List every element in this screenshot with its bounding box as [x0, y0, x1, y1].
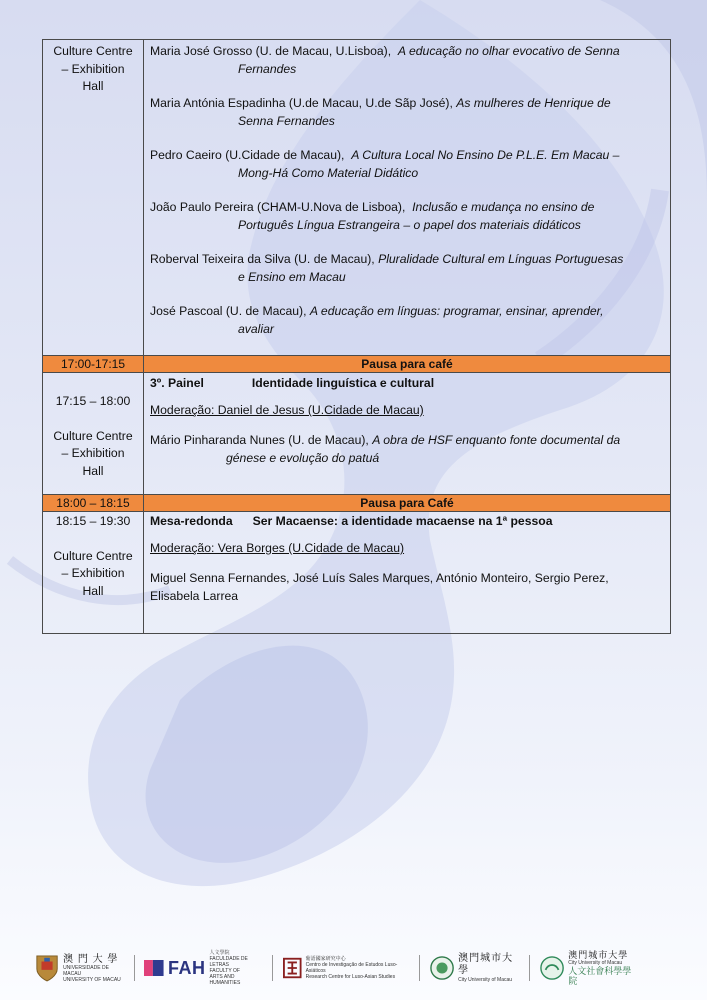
session-time: 18:15 – 19:30	[55, 514, 131, 528]
presentation-title: A obra de HSF enquanto fonte documental da	[372, 433, 621, 447]
venue-line: – Exhibition	[61, 446, 125, 460]
presentation-item	[150, 199, 664, 234]
fah-wordmark: FAH	[168, 957, 206, 978]
venue-line: Hall	[82, 79, 104, 93]
cityu2-cn: 澳門城市大學	[568, 950, 629, 960]
venue-line: Culture Centre	[53, 428, 133, 443]
presentation-author: Roberval Teixeira da Silva (U. de Macau),	[150, 252, 375, 266]
logo-divider	[529, 955, 530, 981]
fah-line: ARTS AND HUMANITIES	[209, 974, 241, 986]
venue-cell	[43, 40, 144, 356]
moderation: Moderação: Vera Borges (U.Cidade de Macau)	[150, 541, 405, 555]
logo-divider	[134, 955, 135, 981]
presentation-title-cont: Senna Fernandes	[238, 113, 335, 128]
presentation-title: Pluralidade Cultural em Línguas Portuguesas	[378, 252, 624, 266]
logo-divider	[419, 955, 420, 981]
participants-line: Miguel Senna Fernandes, José Luís Sales Marques, António Monteiro, Sergio Perez,	[150, 571, 609, 585]
presentation-title: A educação em línguas: programar, ensinar, aprender,	[309, 304, 604, 318]
cityu2-en: City University of Macau	[568, 960, 623, 966]
presentation-title-cont: Mong-Há Como Material Didático	[238, 165, 419, 180]
cepl-line: Centro de Investigação de Estudos Luso-Asiáticos	[305, 962, 398, 974]
logo-divider	[272, 955, 273, 981]
cityu-cn: 澳門城市大學	[458, 953, 514, 976]
presentation-title: A educação no olhar evocativo de Senna	[397, 44, 620, 58]
schedule-row-panel-3	[43, 373, 671, 495]
presentation-item	[150, 95, 664, 130]
round-table-cell	[144, 512, 671, 634]
cepl-logo	[283, 956, 409, 980]
panel-cell	[144, 373, 671, 495]
fah-cn: 人文學院	[209, 950, 230, 956]
session-time: 17:15 – 18:00	[55, 394, 131, 408]
presentations-cell	[144, 40, 671, 356]
venue-line: – Exhibition	[61, 566, 125, 580]
presentation-author: Maria Antónia Espadinha (U.de Macau, U.de Sãp José),	[150, 96, 453, 110]
round-table-heading	[150, 513, 664, 530]
presentation-author: Mário Pinharanda Nunes (U. de Macau),	[150, 433, 369, 447]
session-title: Ser Macaense: a identidade macaense na 1ª pessoa	[252, 514, 553, 528]
cityu-faculty-seal-icon	[540, 955, 564, 981]
schedule-row-round-table	[43, 512, 671, 634]
fah-logo	[144, 950, 262, 986]
panel-heading	[150, 375, 664, 392]
um-pt-name: UNIVERSIDADE DE MACAU	[63, 964, 109, 977]
venue-line: Hall	[82, 463, 104, 478]
cepl-line: Research Centre for Luso-Asian Studies	[305, 974, 396, 980]
presentation-item	[150, 43, 664, 78]
cityu2-faculty: 人文社會科學學院	[568, 966, 632, 986]
university-of-macau-logo	[35, 953, 124, 983]
presentation-item	[150, 147, 664, 182]
fah-mark-icon	[144, 959, 164, 977]
presentation-author: Maria José Grosso (U. de Macau, U.Lisboa),	[150, 44, 392, 58]
break-time: 18:00 – 18:15	[43, 495, 144, 512]
footer-logos	[35, 948, 635, 988]
presentation-title-cont: avaliar	[238, 321, 274, 336]
time-venue-cell	[43, 512, 144, 634]
city-university-logo	[430, 953, 519, 983]
presentation-item	[150, 303, 664, 338]
cepl-mark-icon	[283, 957, 302, 979]
um-cn-name: 澳 門 大 學	[63, 953, 119, 965]
moderation: Moderação: Daniel de Jesus (U.Cidade de Macau)	[150, 403, 424, 417]
break-label: Pausa para café	[144, 356, 671, 373]
cityu-seal-icon	[430, 955, 454, 981]
presentation-title-cont: Português Língua Estrangeira – o papel dos materiais didáticos	[238, 217, 581, 232]
presentation-title: Inclusão e mudança no ensino de	[412, 200, 595, 214]
participants	[150, 570, 664, 605]
city-university-faculty-logo	[540, 950, 635, 986]
cityu-en: City University of Macau	[458, 977, 513, 983]
presentation-item	[150, 251, 664, 286]
venue-line: Hall	[82, 583, 104, 598]
venue-line: Culture Centre	[53, 548, 133, 563]
panel-title: Identidade linguística e cultural	[251, 376, 435, 390]
um-crest-icon	[35, 953, 59, 983]
break-time: 17:00-17:15	[43, 356, 144, 373]
fah-line: FACULDADE DE LETRAS	[209, 956, 248, 968]
cepl-cn: 葡語國家研究中心	[305, 956, 346, 962]
presentation-item	[150, 432, 664, 467]
presentation-title: A Cultura Local No Ensino De P.L.E. Em Macau –	[351, 148, 620, 162]
presentation-title-cont: Fernandes	[238, 61, 297, 76]
presentation-author: José Pascoal (U. de Macau),	[150, 304, 307, 318]
session-label: Mesa-redonda	[150, 514, 233, 528]
venue-line: – Exhibition	[61, 61, 125, 76]
schedule-table	[42, 39, 671, 634]
participants-line: Elisabela Larrea	[150, 588, 239, 603]
venue-line: Culture Centre	[53, 44, 133, 58]
time-venue-cell	[43, 373, 144, 495]
presentation-author: Pedro Caeiro (U.Cidade de Macau),	[150, 148, 345, 162]
presentation-title-cont: génese e evolução do patuá	[226, 450, 380, 465]
coffee-break-row	[43, 495, 671, 512]
coffee-break-row	[43, 356, 671, 373]
um-en-name: UNIVERSITY OF MACAU	[63, 976, 121, 983]
presentation-title-cont: e Ensino em Macau	[238, 269, 346, 284]
presentation-title: As mulheres de Henrique de	[456, 96, 611, 110]
fah-line: FACULTY OF	[209, 968, 240, 974]
schedule-row-session-2-continued	[43, 40, 671, 356]
break-label: Pausa para Café	[144, 495, 671, 512]
presentation-author: João Paulo Pereira (CHAM-U.Nova de Lisboa),	[150, 200, 406, 214]
panel-label: 3º. Painel	[150, 376, 204, 390]
